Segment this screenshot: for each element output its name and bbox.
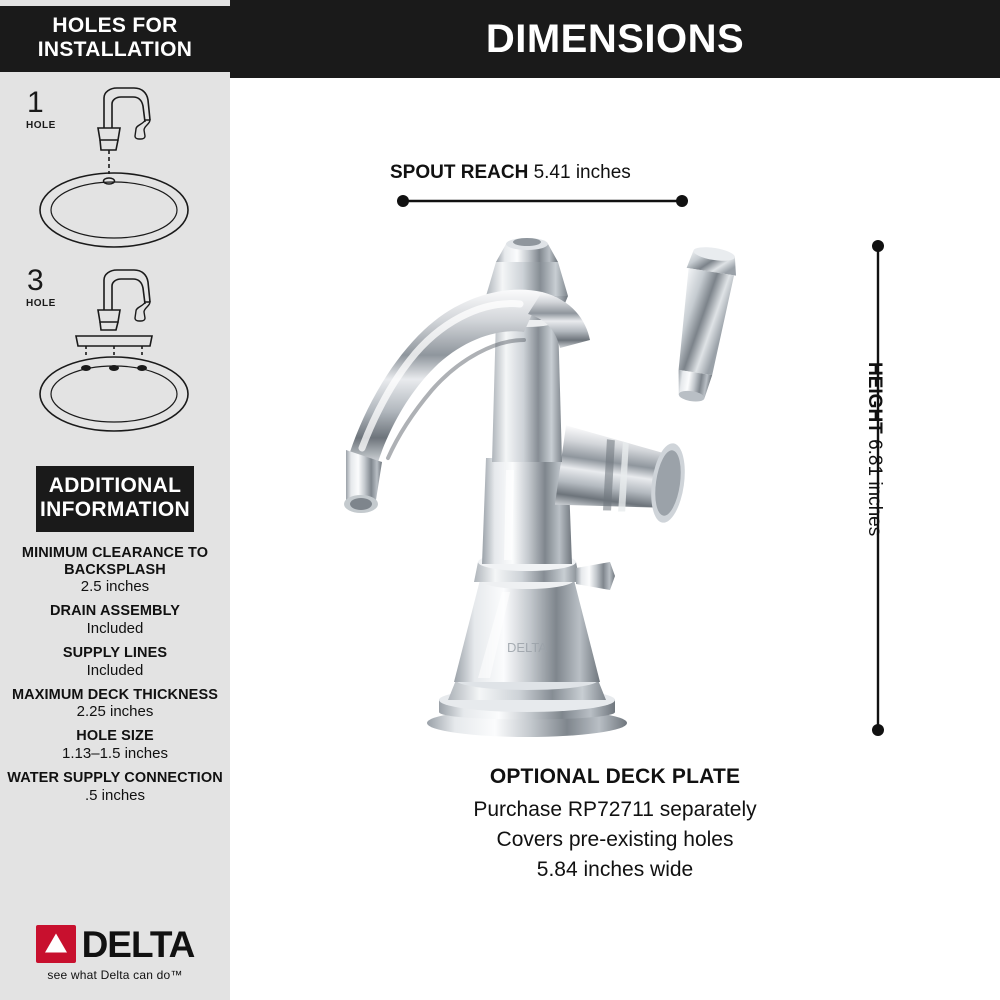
- deck-plate-line: Covers pre-existing holes: [496, 827, 734, 851]
- info-label: WATER SUPPLY CONNECTION: [7, 770, 223, 787]
- three-hole-diagram-icon: [0, 256, 230, 456]
- info-label: SUPPLY LINES: [62, 645, 168, 662]
- additional-header-line-1: ADDITIONAL: [48, 473, 182, 497]
- info-label: MAXIMUM DECK THICKNESS: [11, 686, 218, 703]
- faucet-product-image: [310, 200, 830, 740]
- hole-option-1-number: 1: [27, 86, 44, 119]
- height-label: HEIGHT: [864, 362, 885, 434]
- additional-header-line-2: INFORMATION: [40, 498, 190, 521]
- info-item: [0, 687, 230, 722]
- hole-option-1-label: HOLE: [26, 120, 56, 131]
- one-hole-diagram-icon: [0, 78, 230, 268]
- additional-information-list: [0, 545, 230, 812]
- holes-header-line-1: HOLES FOR: [52, 13, 178, 37]
- info-item: [0, 728, 230, 763]
- main-panel: [230, 0, 1000, 1000]
- height-value: 6.81 inches: [864, 439, 885, 537]
- height-caption: [863, 362, 885, 536]
- info-item: [0, 545, 230, 596]
- delta-triangle-icon: [36, 925, 76, 963]
- svg-text:DELTA: DELTA: [507, 640, 547, 655]
- info-value: 2.5 inches: [80, 578, 150, 596]
- delta-wordmark: DELTA: [81, 923, 195, 965]
- info-value: 1.13–1.5 inches: [62, 745, 168, 763]
- sidebar: [0, 0, 230, 1000]
- delta-tagline: see what Delta can do™: [47, 968, 183, 982]
- deck-plate-line: 5.84 inches wide: [536, 857, 694, 881]
- holes-header-line-2: INSTALLATION: [37, 38, 193, 61]
- optional-deck-plate-block: [230, 765, 1000, 884]
- info-value: Included: [86, 661, 144, 679]
- info-value: 2.25 inches: [76, 703, 154, 721]
- additional-information-header: [0, 460, 230, 538]
- info-item: [0, 603, 230, 638]
- info-item: [0, 645, 230, 680]
- info-label: DRAIN ASSEMBLY: [49, 603, 181, 620]
- info-item: [0, 770, 230, 805]
- delta-logo: [0, 925, 230, 982]
- hole-option-3-number: 3: [27, 264, 44, 297]
- hole-option-3-label: HOLE: [26, 298, 56, 309]
- deck-plate-title: OPTIONAL DECK PLATE: [489, 765, 741, 788]
- spout-reach-value: 5.41 inches: [533, 162, 631, 183]
- info-value: Included: [86, 620, 144, 638]
- page-title: DIMENSIONS: [485, 16, 745, 61]
- info-label: MINIMUM CLEARANCE TO BACKSPLASH: [21, 545, 209, 578]
- deck-plate-line: Purchase RP72711 separately: [473, 798, 757, 821]
- hole-options-diagrams: [0, 78, 230, 460]
- info-value: .5 inches: [84, 786, 146, 804]
- dimensions-header: [230, 0, 1000, 78]
- holes-for-installation-header: [0, 0, 230, 78]
- spout-reach-label: SPOUT REACH: [390, 162, 529, 183]
- spout-reach-caption: [390, 162, 631, 184]
- info-label: HOLE SIZE: [76, 728, 154, 745]
